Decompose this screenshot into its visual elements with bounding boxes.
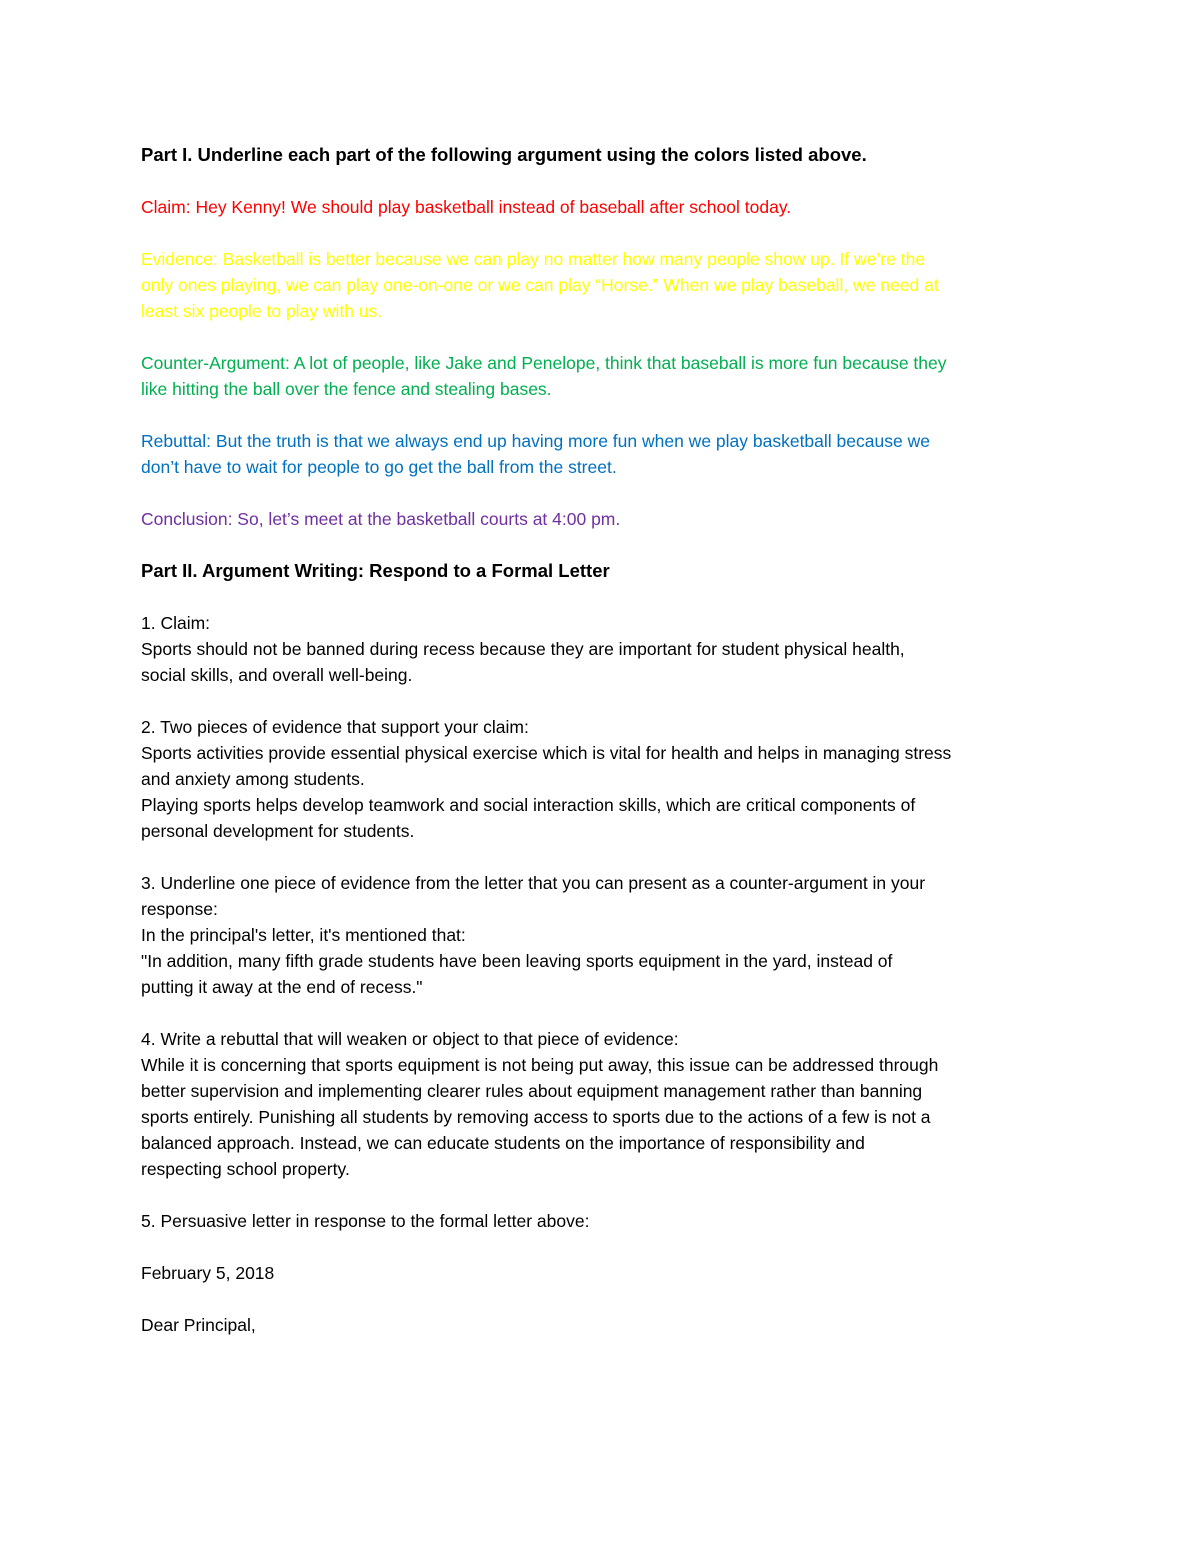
spacer <box>141 1182 1061 1208</box>
evidence-line: only ones playing, we can play one-on-one or we can play “Horse.” When we play baseball, we need at <box>141 275 939 295</box>
rebuttal-line: Rebuttal: But the truth is that we always end up having more fun when we play basketball because we <box>141 431 930 451</box>
spacer <box>141 480 1061 506</box>
q1-label: 1. Claim: <box>141 613 211 633</box>
q4-answer-line: better supervision and implementing clearer rules about equipment management rather than banning <box>141 1081 923 1101</box>
counter-argument-line: like hitting the ball over the fence and stealing bases. <box>141 379 552 399</box>
spacer <box>141 844 1061 870</box>
q2-answer-line: Sports activities provide essential physical exercise which is vital for health and helps in managing stress <box>141 743 952 763</box>
letter-date: February 5, 2018 <box>141 1263 275 1283</box>
q3-answer-line: "In addition, many fifth grade students have been leaving sports equipment in the yard, instead of <box>141 951 893 971</box>
part1-heading: Part I. Underline each part of the following argument using the colors listed above. <box>141 144 867 165</box>
spacer <box>141 220 1061 246</box>
spacer <box>141 1000 1061 1026</box>
q3-answer-line: putting it away at the end of recess." <box>141 977 423 997</box>
spacer <box>141 688 1061 714</box>
claim-text: Claim: Hey Kenny! We should play basketball instead of baseball after school today. <box>141 197 792 217</box>
q5-label: 5. Persuasive letter in response to the formal letter above: <box>141 1211 590 1231</box>
document-page <box>141 142 1061 1338</box>
part2-heading: Part II. Argument Writing: Respond to a Formal Letter <box>141 560 610 581</box>
q3-label: 3. Underline one piece of evidence from the letter that you can present as a counter-argument in your <box>141 873 926 893</box>
spacer <box>141 532 1061 558</box>
spacer <box>141 402 1061 428</box>
evidence-line: least six people to play with us. <box>141 301 383 321</box>
q1-answer-line: Sports should not be banned during recess because they are important for student physical health, <box>141 639 905 659</box>
q1-answer-line: social skills, and overall well-being. <box>141 665 413 685</box>
spacer <box>141 584 1061 610</box>
counter-argument-line: Counter-Argument: A lot of people, like Jake and Penelope, think that baseball is more fun because they <box>141 353 947 373</box>
spacer <box>141 1286 1061 1312</box>
evidence-line: Evidence: Basketball is better because we can play no matter how many people show up. If we’re the <box>141 249 926 269</box>
q2-answer-line: and anxiety among students. <box>141 769 365 789</box>
spacer <box>141 1234 1061 1260</box>
q3-answer-line: In the principal's letter, it's mentioned that: <box>141 925 466 945</box>
q2-answer-line: personal development for students. <box>141 821 415 841</box>
q4-answer-line: sports entirely. Punishing all students by removing access to sports due to the actions of a few is not a <box>141 1107 931 1127</box>
rebuttal-line: don’t have to wait for people to go get the ball from the street. <box>141 457 617 477</box>
spacer <box>141 168 1061 194</box>
letter-salutation: Dear Principal, <box>141 1315 256 1335</box>
spacer <box>141 324 1061 350</box>
q4-label: 4. Write a rebuttal that will weaken or object to that piece of evidence: <box>141 1029 679 1049</box>
q4-answer-line: respecting school property. <box>141 1159 350 1179</box>
q2-label: 2. Two pieces of evidence that support your claim: <box>141 717 529 737</box>
q3-answer-line: response: <box>141 899 218 919</box>
q4-answer-line: While it is concerning that sports equipment is not being put away, this issue can be addressed through <box>141 1055 939 1075</box>
q2-answer-line: Playing sports helps develop teamwork and social interaction skills, which are critical components of <box>141 795 916 815</box>
conclusion-text: Conclusion: So, let’s meet at the basketball courts at 4:00 pm. <box>141 509 621 529</box>
q4-answer-line: balanced approach. Instead, we can educate students on the importance of responsibility and <box>141 1133 865 1153</box>
